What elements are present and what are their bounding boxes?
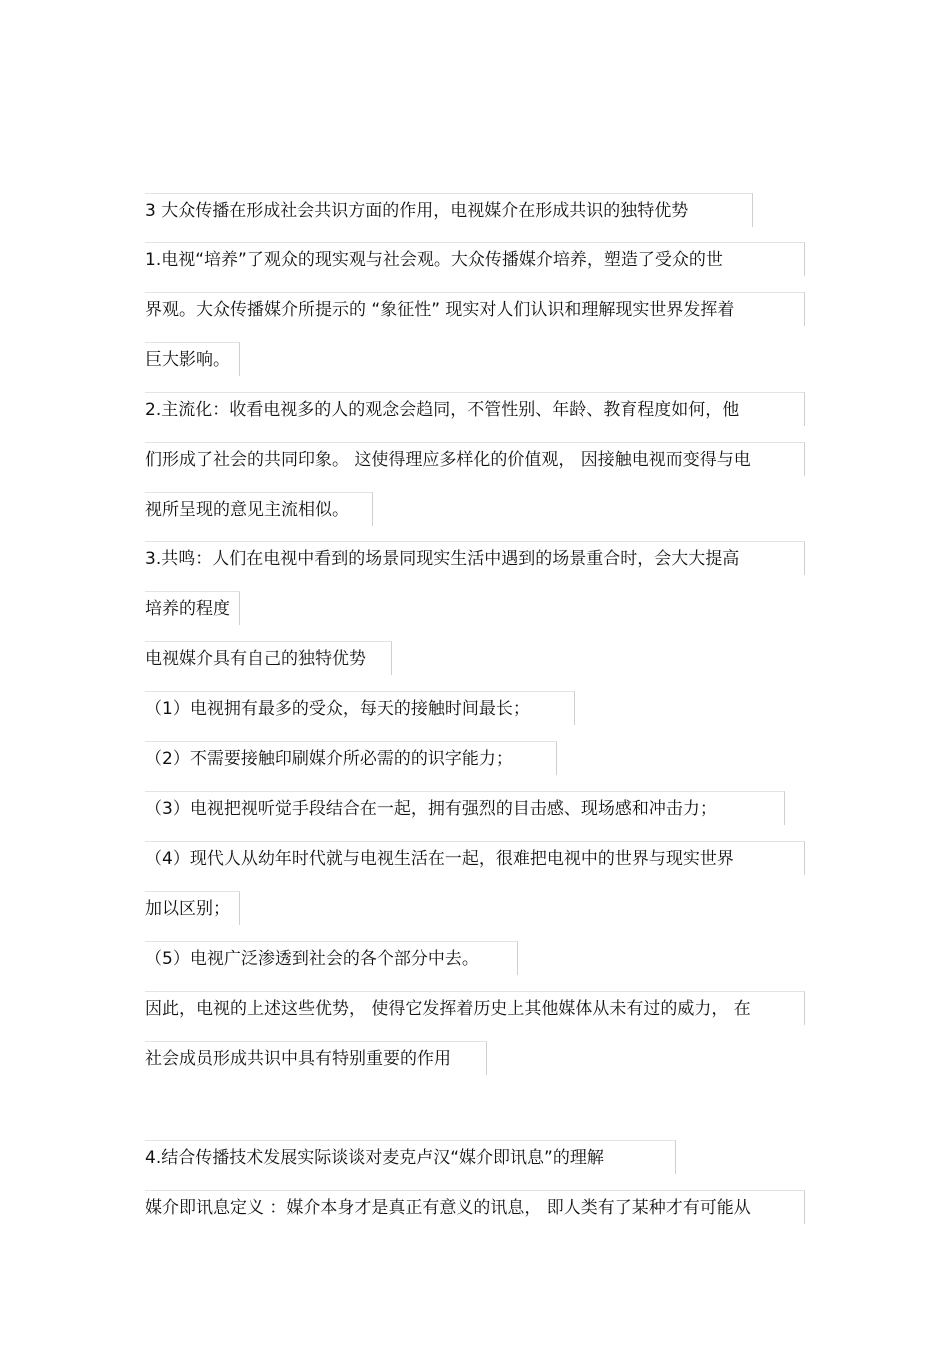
paragraph-line-3 <box>145 292 805 326</box>
text-line: 界观。大众传播媒介所提示的 “象征性” 现实对人们认识和理解现实世界发挥着 <box>145 300 735 320</box>
paragraph-line-6 <box>145 442 805 476</box>
list-item-5 <box>145 941 518 975</box>
paragraph-line-4 <box>145 342 240 376</box>
paragraph-line-8 <box>145 541 805 575</box>
text-line: 培养的程度 <box>145 599 230 619</box>
heading-line-1 <box>145 193 753 227</box>
paragraph-line-9 <box>145 591 240 625</box>
text-line: （1）电视拥有最多的受众，每天的接触时间最长； <box>145 699 530 719</box>
text-line: （4）现代人从幼年时代就与电视生活在一起，很难把电视中的世界与现实世界 <box>145 849 734 869</box>
paragraph-line-2 <box>145 242 805 276</box>
text-line: 媒介即讯息定义 ：媒介本身才是真正有意义的讯息， 即人类有了某种才有可能从 <box>145 1198 751 1218</box>
paragraph-line-10 <box>145 641 392 675</box>
text-line: 加以区别； <box>145 899 230 919</box>
text-line: 电视媒介具有自己的独特优势 <box>145 649 366 669</box>
text-line: （3）电视把视听觉手段结合在一起，拥有强烈的目击感、现场感和冲击力； <box>145 799 717 819</box>
text-line: （2）不需要接触印刷媒介所必需的的识字能力； <box>145 749 513 769</box>
text-line: 1.电视“培养”了观众的现实观与社会观。大众传播媒介培养，塑造了受众的世 <box>145 250 723 270</box>
text-line: 2.主流化：收看电视多的人的观念会趋同，不管性别、年龄、教育程度如何，他 <box>145 400 740 420</box>
list-item-1 <box>145 691 575 725</box>
text-line: 4.结合传播技术发展实际谈谈对麦克卢汉“媒介即讯息”的理解 <box>145 1148 604 1168</box>
paragraph-line-12 <box>145 1041 487 1075</box>
list-item-3 <box>145 791 785 825</box>
text-line: 社会成员形成共识中具有特别重要的作用 <box>145 1049 451 1069</box>
text-line: 们形成了社会的共同印象。 这使得理应多样化的价值观， 因接触电视而变得与电 <box>145 450 751 470</box>
paragraph-line-13 <box>145 1190 805 1224</box>
text-line: （5）电视广泛渗透到社会的各个部分中去。 <box>145 949 479 969</box>
text-line: 3.共鸣：人们在电视中看到的场景同现实生活中遇到的场景重合时，会大大提高 <box>145 549 740 569</box>
list-item-2 <box>145 741 557 775</box>
heading-line-2 <box>145 1140 676 1174</box>
text-line: 视所呈现的意见主流相似。 <box>145 500 349 520</box>
paragraph-line-11 <box>145 991 805 1025</box>
paragraph-line-7 <box>145 492 373 526</box>
text-line: 3 大众传播在形成社会共识方面的作用，电视媒介在形成共识的独特优势 <box>145 201 689 221</box>
text-line: 因此，电视的上述这些优势， 使得它发挥着历史上其他媒体从未有过的威力， 在 <box>145 999 751 1019</box>
list-item-4 <box>145 841 805 875</box>
text-line: 巨大影响。 <box>145 350 230 370</box>
list-item-4-cont <box>145 891 240 925</box>
paragraph-line-5 <box>145 392 805 426</box>
